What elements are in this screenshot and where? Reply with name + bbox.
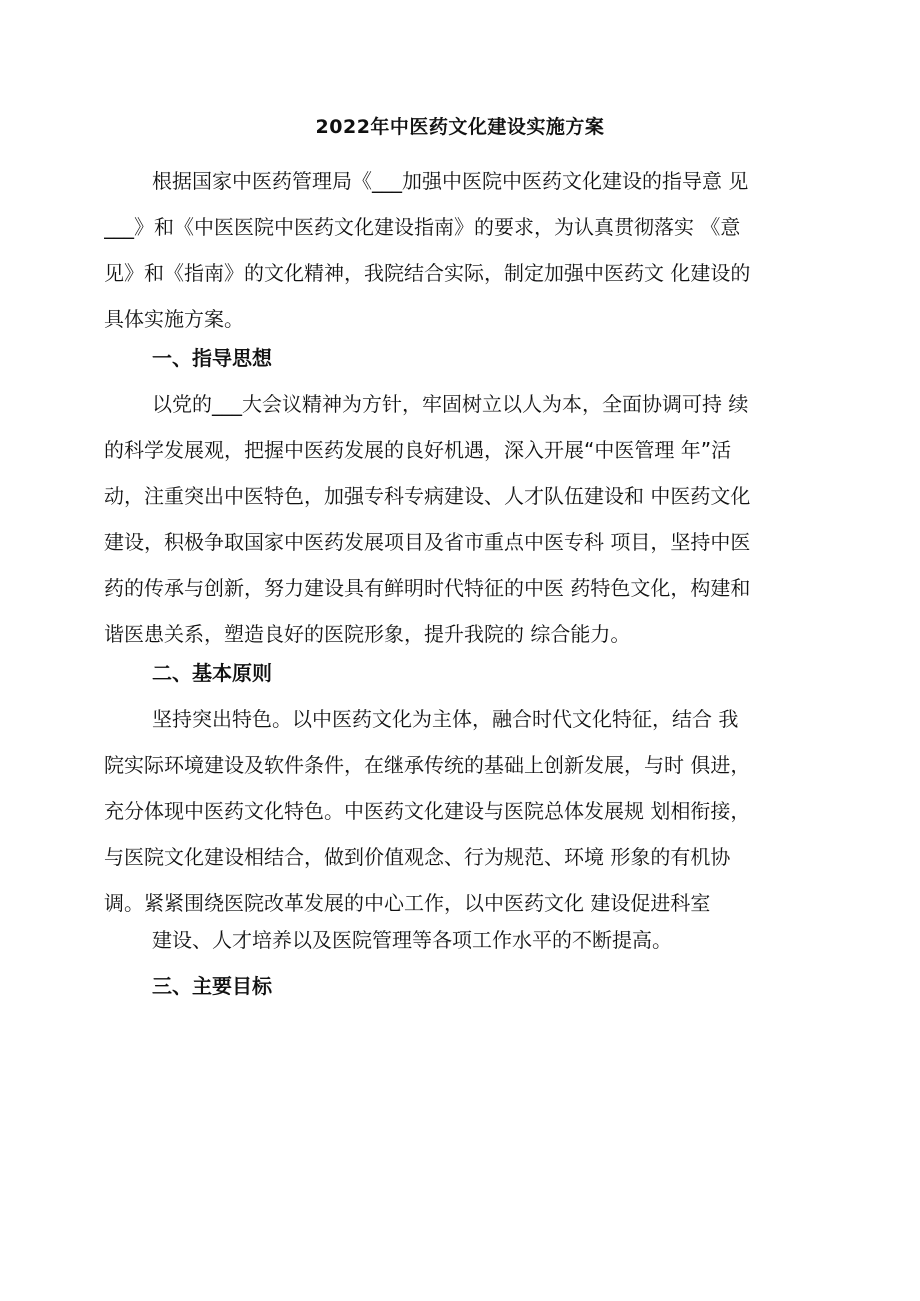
section1-line-2: 的科学发展观，把握中医药发展的良好机遇，深入开展“中医管理 年”活	[104, 438, 732, 462]
section2-line-2: 院实际环境建设及软件条件，在继承传统的基础上创新发展，与时 俱进，	[104, 753, 751, 777]
section2-line-5: 调。紧紧围绕医院改革发展的中心工作，以中医药文化 建设促进科室	[104, 891, 711, 915]
section2-extra-line: 建设、人才培养以及医院管理等各项工作水平的不断提高。	[152, 928, 672, 952]
intro-paragraph	[104, 158, 824, 342]
section-heading-basic-principles: 二、基本原则	[152, 661, 272, 685]
section-heading-guiding-ideology: 一、指导思想	[152, 346, 272, 370]
section1-line-3: 动，注重突出中医特色，加强专科专病建设、人才队伍建设和 中医药文化	[104, 484, 751, 508]
section2-extra-paragraph	[104, 917, 824, 963]
intro-line-4: 具体实施方案。	[104, 307, 244, 331]
section2-line-3: 充分体现中医药文化特色。中医药文化建设与医院总体发展规 划相衔接，	[104, 799, 751, 823]
document-title: 2022年中医药文化建设实施方案	[315, 116, 605, 138]
section1-line-1: 以党的___大会议精神为方针，牢固树立以人为本，全面协调可持 续	[152, 392, 749, 416]
section1-line-4: 建设，积极争取国家中医药发展项目及省市重点中医专科 项目，坚持中医	[104, 530, 751, 554]
intro-line-3: 见》和《指南》的文化精神，我院结合实际，制定加强中医药文 化建设的	[104, 261, 751, 285]
section2-line-4: 与医院文化建设相结合，做到价值观念、行为规范、环境 形象的有机协	[104, 845, 731, 869]
section-heading-main-goals: 三、主要目标	[152, 974, 272, 998]
section1-line-5: 药的传承与创新，努力建设具有鲜明时代特征的中医 药特色文化，构建和	[104, 576, 751, 600]
section2-line-1: 坚持突出特色。以中医药文化为主体，融合时代文化特征，结合 我	[152, 707, 739, 731]
section2-paragraph	[104, 696, 824, 926]
intro-line-1: 根据国家中医药管理局《___加强中医院中医药文化建设的指导意 见	[152, 169, 749, 193]
intro-line-2: ___》和《中医医院中医药文化建设指南》的要求，为认真贯彻落实 《意	[104, 215, 741, 239]
section1-paragraph	[104, 381, 824, 657]
section1-line-6: 谐医患关系，塑造良好的医院形象，提升我院的 综合能力。	[104, 622, 631, 646]
